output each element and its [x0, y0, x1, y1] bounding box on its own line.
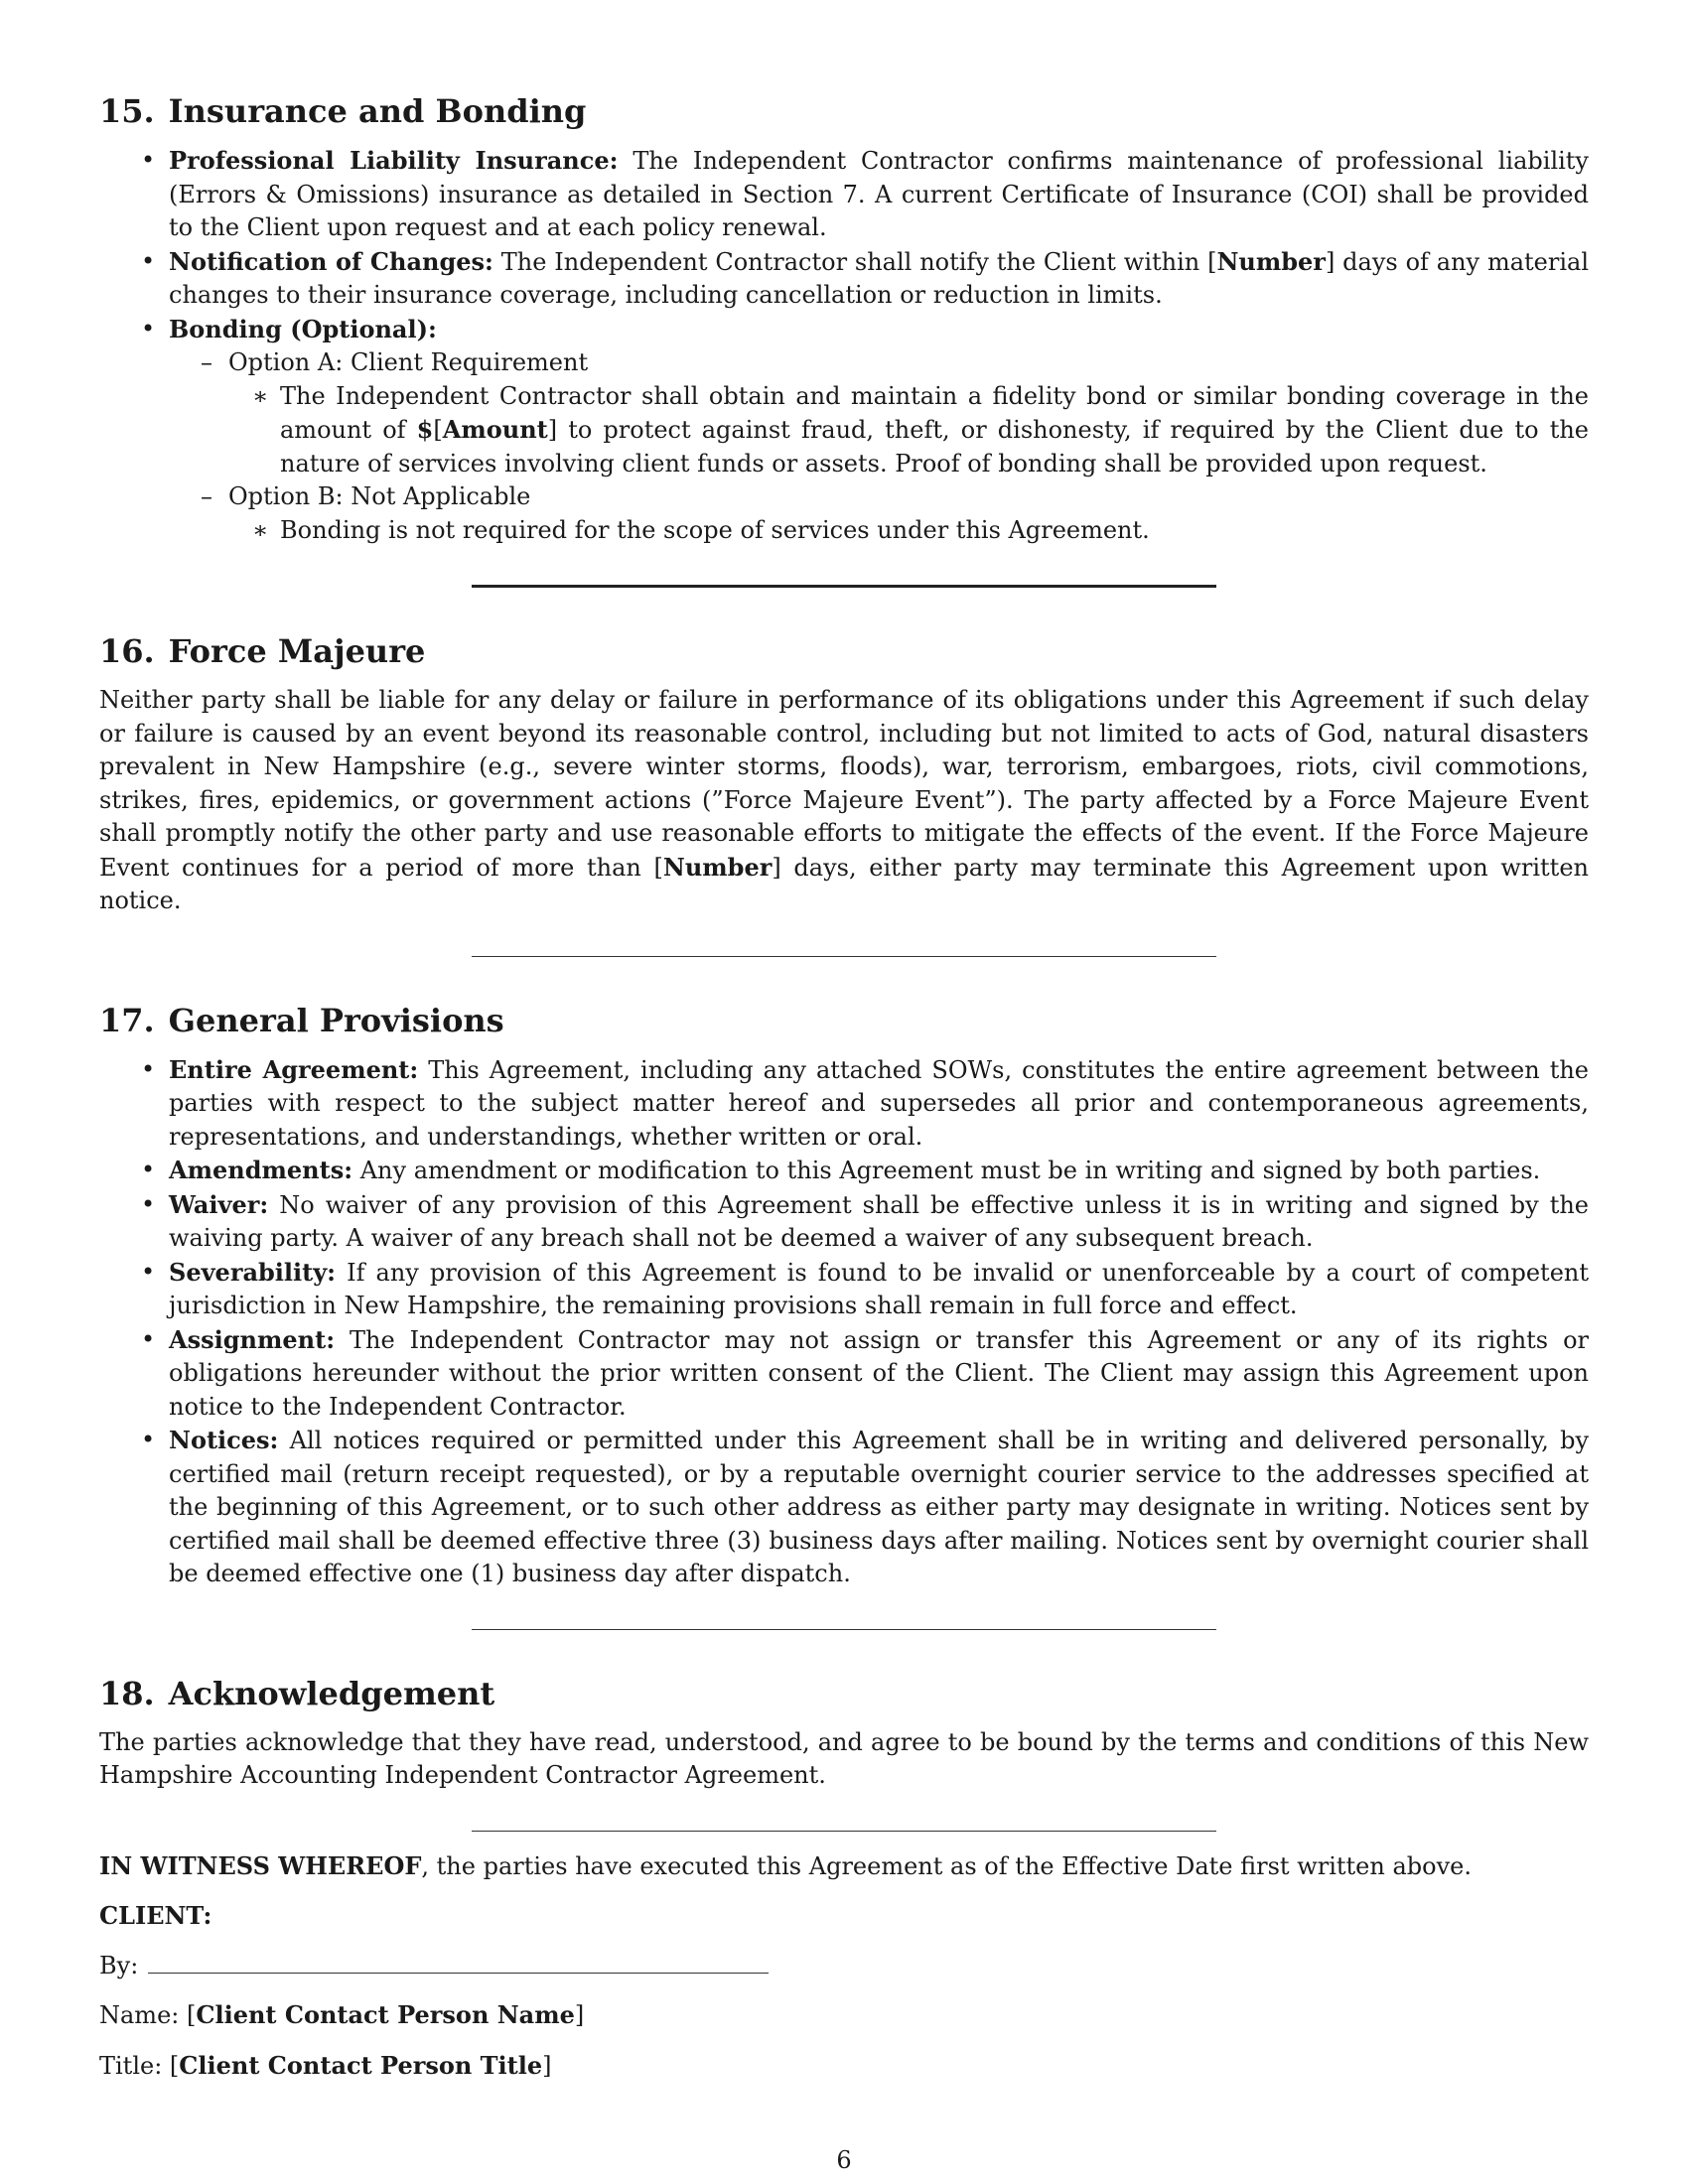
client-heading	[99, 1899, 1589, 1934]
item-text: The Independent Contractor confirms maintenance of professional liability (Errors & Omissions) insurance as detailed in Section 7. A current Certificate of Insurance (COI) shall be provided to the Client upon request and at each policy renewal.	[169, 147, 1589, 241]
item-label: Notices:	[169, 1426, 279, 1454]
section-number: 15.	[99, 92, 155, 130]
document-page	[99, 91, 1589, 2083]
section-15-heading	[99, 91, 1589, 131]
list-item	[99, 1256, 1589, 1323]
section-title: Insurance and Bonding	[168, 92, 587, 130]
option-label: Option B: Not Applicable	[228, 482, 531, 510]
item-label: Assignment:	[169, 1324, 336, 1354]
section-title: Acknowledgement	[168, 1674, 495, 1712]
option-a	[169, 346, 1589, 480]
item-text: No waiver of any provision of this Agreement shall be effective unless it is in writing and signed by the waiving party. A waiver of any breach shall not be deemed a waiver of any subsequent breach.	[169, 1190, 1589, 1252]
section-18-heading	[99, 1674, 1589, 1713]
section-16-heading	[99, 631, 1589, 671]
client-title-placeholder: Client Contact Person Title	[179, 2050, 543, 2080]
witness-bold: IN WITNESS WHEREOF	[99, 1850, 422, 1880]
list-item	[99, 1188, 1589, 1256]
item-label: Waiver:	[169, 1189, 269, 1219]
title-line	[99, 2049, 1589, 2084]
item-label: Notification of Changes:	[169, 246, 493, 276]
title-label: Title:	[99, 2051, 163, 2080]
witness-statement	[99, 1849, 1589, 1884]
list-item	[228, 380, 1589, 481]
item-label: Bonding (Optional):	[169, 314, 437, 343]
item-text: The Independent Contractor shall obtain and maintain a fidelity bond or similar bonding coverage in the amount of	[280, 381, 1589, 444]
signature-line	[148, 1951, 769, 1974]
section-title: Force Majeure	[168, 632, 426, 670]
name-line	[99, 1998, 1589, 2033]
item-label: Professional Liability Insurance:	[169, 146, 619, 175]
by-line	[99, 1950, 1589, 1983]
item-text: All notices required or permitted under this Agreement shall be in writing and delivered personally, by certified mail (return receipt requested), or by a reputable overnight courier service to the addresses specified at the beginning of this Agreement, or to such other address as either party may designate in writing. Notices sent by certified mail shall be deemed effective three (3) business days after mailing. Notices sent by overnight courier shall be deemed effective one (1) business day after dispatch.	[169, 1427, 1589, 1587]
page-number: 6	[836, 2146, 852, 2174]
list-item	[99, 1154, 1589, 1188]
name-label: Name:	[99, 2001, 180, 2029]
list-item	[228, 514, 1589, 548]
placeholder: Number	[662, 852, 773, 882]
section-15-list	[99, 144, 1589, 547]
placeholder: Number	[1216, 246, 1326, 276]
list-item	[99, 1323, 1589, 1425]
list-item	[99, 1053, 1589, 1155]
section-number: 18.	[99, 1674, 155, 1712]
section-17-list	[99, 1053, 1589, 1591]
witness-text: , the parties have executed this Agreement as of the Effective Date first written above.	[421, 1851, 1472, 1880]
option-a-details	[228, 380, 1589, 481]
paragraph-text: Neither party shall be liable for any delay or failure in performance of its obligations under this Agreement if such delay or failure is caused by an event beyond its reasonable control, including but not limited to acts of God, natural disasters prevalent in New Hampshire (e.g., severe winter storms, floods), war, terrorism, embargoes, riots, civil commotions, strikes, fires, epidemics, or government actions (”Force Majeure Event”). The party affected by a Force Majeure Event shall promptly notify the other party and use reasonable efforts to mitigate the effects of the event. If the Force Majeure Event continues for a period of more than [	[99, 686, 1589, 882]
option-label: Option A: Client Requirement	[228, 348, 589, 376]
placeholder: Amount	[442, 415, 548, 444]
item-label: Amendments:	[169, 1156, 353, 1184]
item-text: Bonding is not required for the scope of services under this Agreement.	[280, 515, 1150, 544]
bonding-options	[169, 346, 1589, 547]
list-item	[99, 1424, 1589, 1591]
item-text: Any amendment or modification to this Agreement must be in writing and signed by both parties.	[352, 1157, 1541, 1184]
bracket: ]	[574, 2001, 585, 2029]
bracket: [	[433, 416, 443, 444]
force-majeure-paragraph	[99, 684, 1589, 918]
item-text: ] to protect against fraud, theft, or dishonesty, if required by the Client due to the nature of services involving client funds or assets. Proof of bonding shall be provided upon request.	[280, 416, 1589, 478]
acknowledgement-paragraph: The parties acknowledge that they have read, understood, and agree to be bound by the terms and conditions of this New Hampshire Accounting Independent Contractor Agreement.	[99, 1727, 1589, 1789]
item-label: Severability:	[169, 1257, 337, 1287]
bracket: [	[179, 2001, 197, 2029]
list-item	[99, 144, 1589, 245]
list-item	[99, 313, 1589, 548]
item-text: The Independent Contractor shall notify the Client within [	[492, 247, 1217, 276]
item-text: The Independent Contractor may not assign or transfer this Agreement or any of its rights or obligations hereunder without the prior written consent of the Client. The Client may assign this Agreement upon notice to the Independent Contractor.	[169, 1325, 1589, 1421]
bracket: ]	[542, 2051, 552, 2080]
dollar-sign: $	[416, 415, 434, 444]
section-title: General Provisions	[168, 1001, 504, 1039]
item-label: Entire Agreement:	[169, 1054, 419, 1084]
section-number: 17.	[99, 1001, 155, 1039]
section-17-heading	[99, 1001, 1589, 1040]
list-item	[99, 245, 1589, 313]
option-b	[169, 480, 1589, 547]
bracket: [	[162, 2051, 180, 2080]
item-text: ] days of any material changes to their insurance coverage, including cancellation or reduction in limits.	[169, 247, 1590, 309]
section-number: 16.	[99, 632, 155, 670]
item-text: This Agreement, including any attached SOWs, constitutes the entire agreement between the parties with respect to the subject matter hereof and supersedes all prior and contemporaneous agreements, representations, and understandings, whether written or oral.	[169, 1055, 1590, 1151]
by-label: By:	[99, 1951, 139, 1979]
option-b-details	[228, 514, 1589, 548]
item-text: If any provision of this Agreement is found to be invalid or unenforceable by a court of competent jurisdiction in New Hampshire, the remaining provisions shall remain in full force and effect.	[169, 1258, 1589, 1319]
paragraph-text: ] days, either party may terminate this Agreement upon written notice.	[99, 853, 1589, 914]
client-name-placeholder: Client Contact Person Name	[196, 2000, 575, 2029]
client-label: CLIENT:	[99, 1901, 212, 1930]
